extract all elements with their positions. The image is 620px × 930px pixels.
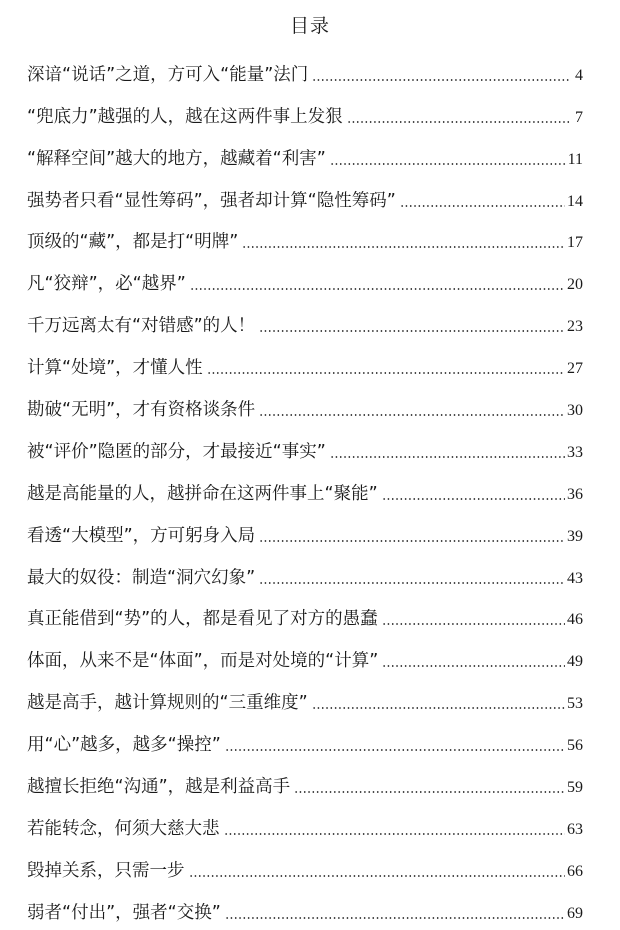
toc-dot-leader xyxy=(207,372,565,374)
toc-entry-title: 真正能借到“势”的人，都是看见了对方的愚蠢 xyxy=(27,609,378,630)
toc-dot-leader xyxy=(190,288,565,290)
toc-entry[interactable] xyxy=(27,469,583,511)
toc-dot-leader xyxy=(259,414,565,416)
toc-page-number: 7 xyxy=(575,108,583,126)
toc-dot-leader xyxy=(382,665,565,667)
toc-dot-leader xyxy=(312,707,565,709)
toc-dot-leader xyxy=(189,875,566,877)
toc-entry[interactable] xyxy=(27,385,583,427)
toc-page-number: 4 xyxy=(575,66,583,84)
toc-entry[interactable] xyxy=(27,134,583,176)
toc-page-number: 43 xyxy=(567,569,583,587)
toc-entry[interactable] xyxy=(27,762,583,804)
toc-page-number: 53 xyxy=(567,695,583,713)
toc-entry-title: 强势者只看“显性筹码”，强者却计算“隐性筹码” xyxy=(27,190,396,211)
toc-entry[interactable] xyxy=(27,176,583,218)
toc-entry-title: 体面，从来不是“体面”，而是对处境的“计算” xyxy=(27,651,379,672)
toc-dot-leader xyxy=(242,246,565,248)
toc-entry-title: 计算“处境”，才懂人性 xyxy=(27,358,203,379)
toc-entry[interactable] xyxy=(27,92,583,134)
toc-entry[interactable] xyxy=(27,218,583,260)
toc-page-number: 30 xyxy=(567,402,583,420)
toc-page-number: 23 xyxy=(567,318,583,336)
toc-entry[interactable] xyxy=(27,804,583,846)
toc-entry-title: “兜底力”越强的人，越在这两件事上发狠 xyxy=(27,106,343,127)
toc-page-number: 33 xyxy=(567,443,583,461)
toc-entry-title: 千万远离太有“对错感”的人！ xyxy=(27,316,256,337)
toc-entry-title: 用“心”越多，越多“操控” xyxy=(27,735,221,756)
toc-page-number: 69 xyxy=(567,904,583,922)
toc-page-number: 17 xyxy=(567,234,583,252)
toc-entry-title: “解释空间”越大的地方，越藏着“利害” xyxy=(27,148,326,169)
toc-entry-title: 越是高能量的人，越拼命在这两件事上“聚能” xyxy=(27,483,378,504)
toc-entry-title: 毁掉关系，只需一步 xyxy=(27,860,185,881)
toc-entry[interactable] xyxy=(27,301,583,343)
toc-page-number: 49 xyxy=(567,653,583,671)
toc-entry-title: 若能转念，何须大慈大悲 xyxy=(27,818,220,839)
toc-entry[interactable] xyxy=(27,846,583,888)
toc-entry[interactable] xyxy=(27,427,583,469)
toc-dot-leader xyxy=(312,79,571,81)
toc-dot-leader xyxy=(294,791,565,793)
toc-entry-title: 顶级的“藏”，都是打“明牌” xyxy=(27,232,239,253)
toc-dot-leader xyxy=(259,582,565,584)
toc-dot-leader xyxy=(347,121,571,123)
toc-entry[interactable] xyxy=(27,343,583,385)
toc-entry-title: 勘破“无明”，才有资格谈条件 xyxy=(27,400,256,421)
toc-entry[interactable] xyxy=(27,636,583,678)
toc-dot-leader xyxy=(382,498,565,500)
toc-page-number: 66 xyxy=(567,862,583,880)
toc-page-number: 11 xyxy=(567,150,583,168)
toc-dot-leader xyxy=(225,917,565,919)
toc-entry[interactable] xyxy=(27,553,583,595)
toc-page-number: 59 xyxy=(567,779,583,797)
toc-entry[interactable] xyxy=(27,511,583,553)
toc-entry[interactable] xyxy=(27,259,583,301)
toc-page-number: 56 xyxy=(567,737,583,755)
toc-dot-leader xyxy=(330,163,566,165)
toc-dot-leader xyxy=(259,540,565,542)
toc-page-number: 36 xyxy=(567,485,583,503)
toc-entry[interactable] xyxy=(27,720,583,762)
toc-entry-title: 最大的奴役：制造“洞穴幻象” xyxy=(27,567,256,588)
toc-entry[interactable] xyxy=(27,595,583,637)
toc-page-number: 39 xyxy=(567,527,583,545)
toc-page-number: 20 xyxy=(567,276,583,294)
toc-entry-title: 深谙“说话”之道，方可入“能量”法门 xyxy=(27,64,309,85)
toc-entry-title: 被“评价”隐匿的部分，才最接近“事实” xyxy=(27,441,326,462)
toc-entry-title: 越擅长拒绝“沟通”，越是利益高手 xyxy=(27,777,291,798)
toc-title: 目录 xyxy=(289,15,330,37)
toc-entry-title: 弱者“付出”，强者“交换” xyxy=(27,902,221,923)
toc-dot-leader xyxy=(224,833,566,835)
toc-dot-leader xyxy=(330,456,565,458)
toc-dot-leader xyxy=(259,330,565,332)
toc-list xyxy=(27,50,583,930)
toc-entry-title: 越是高手，越计算规则的“三重维度” xyxy=(27,693,308,714)
toc-page-number: 46 xyxy=(567,611,583,629)
toc-dot-leader xyxy=(225,749,565,751)
toc-entry-title: 看透“大模型”，方可躬身入局 xyxy=(27,525,256,546)
toc-entry-title: 凡“狡辩”，必“越界” xyxy=(27,274,186,295)
toc-dot-leader xyxy=(382,623,565,625)
toc-entry[interactable] xyxy=(27,888,583,930)
toc-page-number: 14 xyxy=(567,192,583,210)
toc-entry[interactable] xyxy=(27,50,583,92)
toc-entry[interactable] xyxy=(27,678,583,720)
toc-page-number: 27 xyxy=(567,360,583,378)
toc-page-number: 63 xyxy=(567,820,583,838)
toc-dot-leader xyxy=(400,205,565,207)
